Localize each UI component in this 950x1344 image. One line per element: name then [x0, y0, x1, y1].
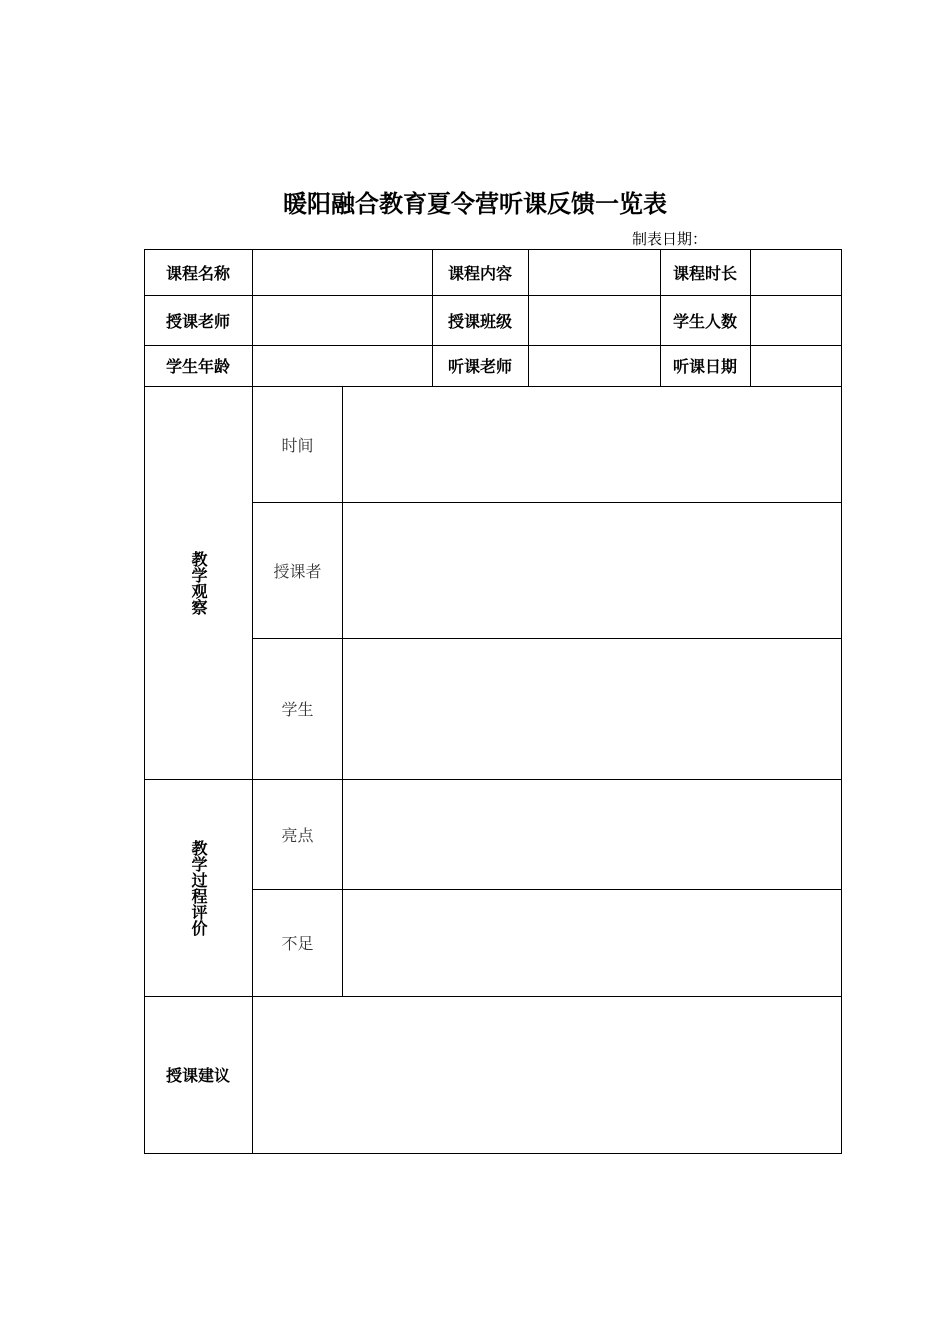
table-border-right: [841, 249, 842, 1154]
form-title: 暖阳融合教育夏令营听课反馈一览表: [283, 190, 667, 218]
teaching-suggestion-field[interactable]: [253, 997, 841, 1153]
observation-students-label: 学生: [281, 700, 314, 719]
observer-label: 听课老师: [447, 357, 512, 376]
course-content-field[interactable]: [529, 250, 660, 295]
student-count-label: 学生人数: [672, 311, 737, 331]
class-label: 授课班级: [447, 311, 512, 331]
course-name-field[interactable]: [253, 250, 432, 295]
observation-time-label: 时间: [281, 435, 314, 455]
observation-date-field[interactable]: [751, 346, 841, 386]
observation-teacher-label: 授课者: [273, 561, 322, 581]
student-age-label: 学生年龄: [165, 357, 230, 376]
course-content-label: 课程内容: [447, 263, 512, 283]
process-evaluation-section-label: [144, 779, 252, 996]
teaching-suggestion-label: 授课建议: [165, 1066, 230, 1085]
evaluation-highlights-label: 亮点: [281, 825, 314, 845]
observation-teacher-field[interactable]: [343, 503, 841, 638]
course-duration-label: 课程时长: [672, 263, 737, 283]
evaluation-shortcomings-field[interactable]: [343, 890, 841, 996]
teacher-label: 授课老师: [165, 311, 230, 331]
process-evaluation-title: 教学过程评价: [189, 839, 208, 936]
course-name-label: 课程名称: [165, 263, 230, 283]
evaluation-shortcomings-label: 不足: [281, 934, 314, 953]
table-date-label: 制表日期：: [632, 230, 708, 248]
observation-students-field[interactable]: [343, 639, 841, 779]
observation-time-field[interactable]: [343, 387, 841, 502]
observer-field[interactable]: [529, 346, 660, 386]
observation-date-label: 听课日期: [672, 357, 737, 376]
teaching-observation-section-label: [144, 386, 252, 779]
teaching-observation-title: 教学观察: [189, 550, 208, 615]
class-field[interactable]: [529, 296, 660, 345]
table-border-bottom: [144, 1153, 842, 1154]
evaluation-highlights-field[interactable]: [343, 780, 841, 889]
student-count-field[interactable]: [751, 296, 841, 345]
course-duration-field[interactable]: [751, 250, 841, 295]
teacher-field[interactable]: [253, 296, 432, 345]
student-age-field[interactable]: [253, 346, 432, 386]
